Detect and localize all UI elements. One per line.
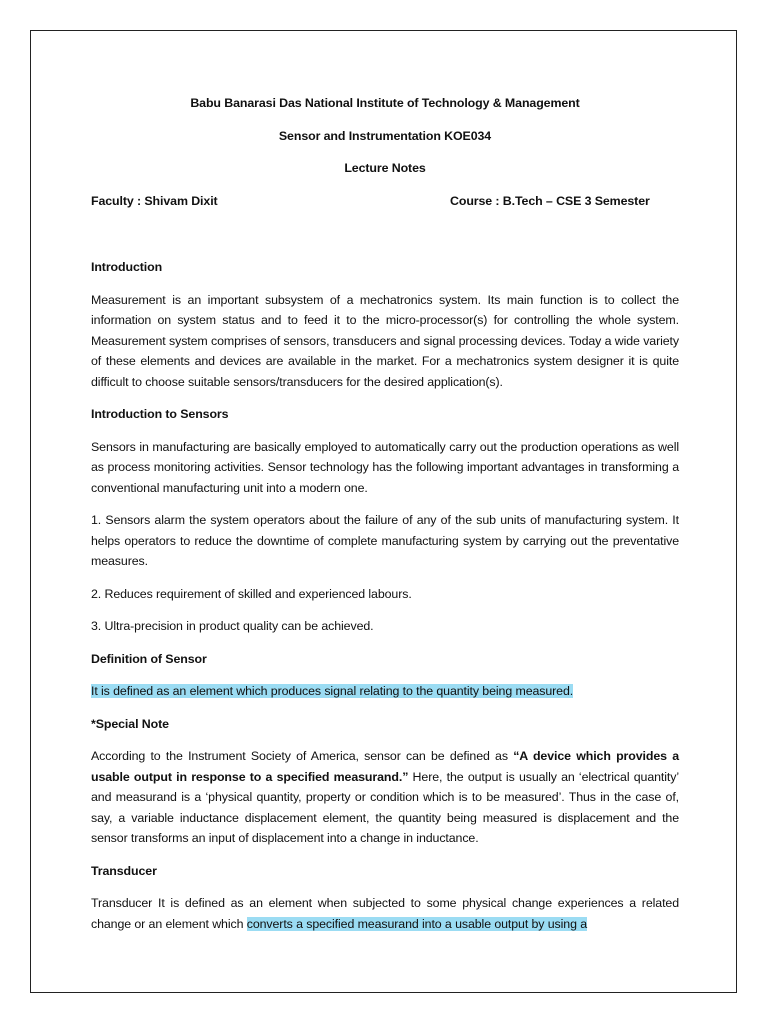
- doc-type-title: Lecture Notes: [344, 161, 426, 175]
- faculty-course-row: [91, 191, 679, 212]
- definition-paragraph: [91, 681, 679, 702]
- advantage-point-1: 1. Sensors alarm the system operators about the failure of any of the sub units of manufacturing system. It helps operators to reduce the downtime of complete manufacturing system by carrying out the preventative measures.: [91, 513, 679, 568]
- definition-highlight: It is defined as an element which produces signal relating to the quantity being measured.: [91, 684, 574, 698]
- special-note-text-before: According to the Instrument Society of America, sensor can be defined as: [91, 749, 514, 763]
- special-note-heading: *Special Note: [91, 716, 169, 731]
- intro-sensors-heading: Introduction to Sensors: [91, 407, 229, 421]
- definition-heading: Definition of Sensor: [91, 651, 207, 666]
- transducer-text-before: Transducer It is defined as an element when subjected to some physical change experiences a related change or an element which: [91, 896, 679, 931]
- special-note-text-after: Here, the output is usually an ‘electrical quantity’ and measurand is a ‘physical quantity, property or condition which is to be measured’. Thus in the case of, say, a variable inductance displacement element, the quantity being measured is displacement and the sensor transforms an input of displacement into a change in inductance.: [91, 769, 679, 845]
- introduction-heading: Introduction: [91, 260, 163, 274]
- special-note-quote: “A device which provides a usable output in response to a specified measurand.”: [91, 749, 679, 784]
- transducer-paragraph: [91, 893, 679, 934]
- subject-title: Sensor and Instrumentation KOE034: [278, 128, 492, 143]
- advantage-point-2: 2. Reduces requirement of skilled and experienced labours.: [91, 586, 412, 601]
- special-note-paragraph: [91, 746, 679, 849]
- transducer-highlight: converts a specified measurand into a usable output by using a: [246, 916, 588, 931]
- document-page: [30, 30, 737, 993]
- transducer-heading: Transducer: [91, 863, 157, 878]
- introduction-paragraph: Measurement is an important subsystem of a mechatronics system. Its main function is to collect the information on system status and to feed it to the micro-processor(s) for controlling the whole system. Measurement system comprises of sensors, transducers and signal processing devices. Today a wide variety of these elements and devices are available in the market. For a mechatronics system designer it is quite difficult to choose suitable sensors/transducers for the desired application(s).: [91, 292, 679, 389]
- institute-title: Babu Banarasi Das National Institute of Technology & Management: [190, 96, 580, 110]
- document-content: [91, 93, 679, 934]
- course-label: Course : B.Tech – CSE 3 Semester: [450, 193, 650, 208]
- intro-sensors-paragraph: Sensors in manufacturing are basically employed to automatically carry out the production operations as well as process monitoring activities. Sensor technology has the following important advantages in transforming a conventional manufacturing unit into a modern one.: [91, 439, 679, 495]
- advantage-point-3: 3. Ultra-precision in product quality can be achieved.: [91, 619, 374, 633]
- faculty-label: Faculty : Shivam Dixit: [91, 193, 218, 208]
